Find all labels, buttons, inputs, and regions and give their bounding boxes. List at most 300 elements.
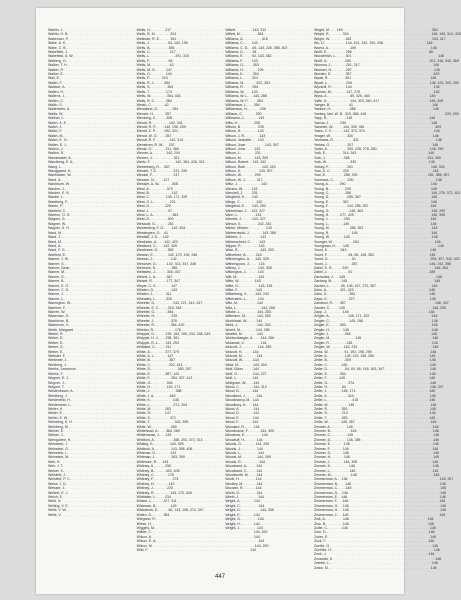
entry-name: Woodbury, H.	[225, 402, 247, 407]
entry-pages: 205	[257, 67, 264, 72]
entry-pages: 146	[429, 362, 436, 367]
entry-pages: 146	[432, 543, 438, 548]
entry-name: Wilson, S.	[225, 169, 242, 173]
entry-pages: 290	[343, 217, 350, 222]
entry-pages: 146, 309	[429, 98, 444, 103]
entry-name: Wright, C.	[225, 503, 241, 508]
entry-name: Woodrow, E.	[225, 433, 246, 438]
entry-name: Washburn, B.	[48, 318, 70, 323]
entry-pages: 146	[434, 279, 441, 284]
entry-pages: 286	[345, 50, 352, 55]
entry-pages: 142, 405	[163, 243, 177, 248]
entry-name: Whittaker, L.	[136, 495, 157, 500]
entry-name: Weber, D.	[48, 336, 64, 341]
entry-pages: 144	[254, 534, 260, 539]
entry-pages: 146	[342, 490, 348, 495]
entry-pages: 145	[355, 336, 362, 341]
entry-pages: 146	[432, 459, 439, 464]
entry-pages: 146	[429, 406, 436, 411]
entry-name: Whitman, G.	[136, 451, 157, 455]
entry-pages: 146	[432, 446, 439, 451]
entry-name: Wright, W.	[313, 36, 331, 41]
entry-name: Zimmer, K.	[313, 464, 331, 469]
entry-pages: 144, 266	[260, 336, 275, 341]
entry-pages: 311	[165, 292, 172, 297]
entry-name: Wilson, L.	[225, 151, 241, 156]
entry-pages: 143, 170, 426	[170, 490, 192, 495]
entry-pages: 308	[171, 182, 178, 187]
entry-name: Williams, A.	[225, 36, 244, 41]
entry-name: Wallace, A.	[48, 85, 66, 90]
entry-name: Wahlin, H. B.	[48, 32, 69, 37]
entry-name: Young, A.	[313, 182, 329, 187]
entry-pages: 65, 320, 400	[350, 94, 370, 99]
entry-name: Weiss, J. D.	[48, 481, 67, 486]
entry-pages: 353	[252, 63, 259, 68]
directory-page	[36, 8, 461, 594]
entry-pages: 301	[345, 54, 352, 59]
entry-name: Westholm, A.	[136, 239, 158, 244]
entry-pages: 201, 316, 343, 369	[429, 58, 459, 63]
entry-name: Wessler, A. W.	[136, 182, 160, 187]
entry-pages: 143	[255, 213, 262, 218]
entry-pages: 306	[166, 116, 173, 121]
entry-pages: 145, 385	[346, 437, 361, 442]
entry-name: Whipple, G.	[136, 332, 155, 337]
entry-pages: 146	[440, 486, 446, 491]
entry-pages: 206	[346, 80, 353, 85]
entry-name: Wettstein, J.	[136, 270, 156, 275]
entry-name: Wallin, S.	[48, 102, 63, 107]
entry-pages: 144, 305	[260, 428, 275, 433]
entry-name: Zurawski, K.	[313, 556, 334, 561]
entry-name: Warner, J. W.	[48, 257, 69, 262]
entry-name: Williams, W.	[225, 89, 245, 94]
entry-pages: 143	[256, 199, 262, 204]
entry-name: Youmans, C.	[313, 177, 334, 182]
entry-name: Zeller, C.	[313, 362, 328, 367]
entry-pages: 146	[438, 54, 445, 59]
entry-name: Washburn, W.	[48, 182, 70, 187]
entry-pages: 142, 364, 426, 321	[175, 160, 205, 165]
entry-pages: 146	[341, 477, 348, 482]
entry-pages: 143, 308	[258, 265, 272, 270]
entry-name: Wang, L.	[48, 164, 62, 169]
entry-pages: 146	[432, 345, 439, 350]
entry-pages: 65, 145, 167, 270, 357	[340, 283, 376, 288]
entry-pages: 145	[343, 327, 349, 332]
entry-pages: 343, 417	[432, 36, 446, 41]
entry-pages: 367	[163, 164, 170, 169]
entry-pages: 143, 358, 406	[170, 446, 193, 451]
entry-pages: 143	[258, 243, 265, 248]
entry-name: Warner, Dean	[48, 265, 70, 270]
entry-pages: 220	[343, 169, 349, 173]
entry-name: Zeller, W.	[313, 420, 329, 425]
entry-pages: 146	[343, 455, 350, 460]
entry-name: White, K.	[136, 398, 151, 403]
entry-name: Whitney, A.	[136, 464, 155, 469]
entry-name: Zimmer, D.	[313, 437, 332, 442]
entry-pages: 144, 265	[255, 327, 270, 332]
entry-name: Young, C.	[313, 191, 330, 196]
entry-pages: 146	[432, 336, 439, 341]
entry-pages: 146	[429, 376, 436, 381]
entry-pages: 65, 143, 226, 388, 402	[252, 45, 288, 50]
entry-name: Wohl, J.	[225, 323, 238, 328]
entry-pages: 146	[429, 393, 436, 398]
entry-pages: 145	[348, 402, 355, 407]
entry-name: Wuest, A.	[313, 45, 329, 50]
entry-name: Winn, L.	[225, 213, 239, 218]
entry-name: Weyer, C. G.	[136, 283, 157, 288]
entry-pages: 142	[162, 235, 169, 240]
entry-name: Wright, H.	[225, 521, 241, 526]
entry-pages: 146, 169, 314, 425	[431, 32, 461, 37]
entry-pages: 146	[349, 464, 355, 469]
entry-name: Woods, L.	[225, 451, 242, 455]
entry-pages: 146	[433, 89, 440, 94]
entry-name: Wessel, T. E.	[136, 169, 157, 173]
entry-pages: 143	[251, 89, 258, 94]
entry-name: Wheeler, G.	[136, 310, 156, 314]
entry-pages: 91, 192, 198, 259	[344, 349, 372, 354]
entry-name: Warrington, W.	[48, 301, 72, 306]
entry-pages: 145, 234	[343, 345, 358, 350]
entry-name: Wakefield, J.	[48, 50, 68, 55]
entry-name: Wolcott, W.	[225, 358, 243, 363]
entry-pages: 143	[251, 58, 258, 63]
entry-pages: 227, 311	[163, 499, 177, 504]
entry-pages: 264	[344, 332, 351, 337]
entry-name: Wicker, L.	[136, 499, 153, 504]
entry-pages: 271, 304	[173, 402, 188, 407]
entry-pages: 255, 367	[347, 195, 361, 200]
entry-pages: 61	[348, 270, 353, 275]
entry-pages: 146	[432, 428, 439, 433]
entry-name: Warren, W.	[48, 310, 66, 314]
entry-name: Whitney, R.	[136, 490, 155, 495]
entry-name: Wooster, R.	[225, 486, 244, 491]
entry-pages: 387, 143	[165, 371, 179, 376]
entry-name: Wessen, N.	[136, 177, 155, 182]
entry-pages: 146	[432, 142, 439, 147]
entry-name: Walter, E. J.	[48, 142, 67, 147]
entry-pages: 145	[342, 310, 349, 314]
entry-pages: 353	[341, 415, 348, 420]
entry-name: Wells, W.	[136, 94, 152, 99]
entry-name: Weber, E.	[48, 340, 64, 345]
entry-name: Wheeler, E. C.	[136, 305, 160, 310]
entry-name: Zahn, A.	[313, 287, 328, 292]
entry-name: Wyman, M.	[313, 89, 332, 94]
entry-name: Wallner, L.	[48, 116, 65, 121]
entry-name: Walsh, J.	[48, 124, 63, 129]
entry-name: Wohlschlaeger, A.	[225, 336, 254, 341]
entry-name: Wolf, Eldon	[225, 367, 244, 372]
entry-pages: 146	[428, 160, 435, 165]
entry-pages: 65	[429, 50, 433, 55]
entry-name: Wilson, Jeanette	[225, 138, 252, 143]
entry-name: Zeller, S.	[313, 411, 328, 416]
entry-name: Wallens, J.	[48, 94, 65, 99]
entry-name: Witherington, A.	[225, 257, 251, 262]
entry-name: Wochinski, W.	[225, 318, 248, 323]
entry-name: Wendt, W. O.	[136, 133, 158, 138]
entry-name: Warner, J.	[48, 292, 64, 297]
entry-name: Wulff, E.	[313, 50, 328, 55]
entry-name: Yates, C. F.	[313, 129, 332, 134]
entry-pages: 143, 243	[255, 292, 269, 297]
entry-pages: 144	[253, 512, 260, 517]
entry-pages: 202, 414	[168, 362, 183, 367]
entry-pages: 143, 373, 374	[343, 129, 365, 134]
entry-name: Walsh, E. O.	[48, 138, 68, 143]
entry-name: Wunsch, H.	[313, 67, 332, 72]
entry-pages: 146	[429, 358, 436, 363]
entry-name: Yaschek, W.	[313, 124, 334, 129]
entry-name: Wright, D.	[225, 508, 241, 513]
entry-pages: 343, 368, 416	[344, 111, 367, 116]
entry-pages: 146	[429, 94, 436, 99]
entry-pages: 143, 307	[265, 142, 279, 147]
entry-pages: 143, 327	[252, 217, 266, 222]
entry-pages: 391	[170, 36, 177, 41]
entry-pages: 145, 363	[349, 208, 363, 213]
entry-name: Young, F.	[313, 204, 329, 209]
entry-pages: 127	[163, 177, 170, 182]
entry-name: Yaeger, B.	[313, 102, 331, 107]
entry-pages: 293, 307, 342, 400	[430, 257, 460, 262]
entry-name: Zajac, E.	[313, 296, 328, 301]
entry-pages: 143	[165, 433, 172, 438]
entry-name: Whalen, J.	[136, 292, 154, 297]
entry-pages: 143	[171, 287, 177, 292]
entry-pages: 311	[353, 138, 359, 143]
entry-name: Wetzel, L. A.	[136, 274, 157, 279]
entry-pages: 61	[352, 257, 356, 262]
entry-name: Winge, C.	[225, 199, 241, 204]
entry-name: Wood, E.	[225, 415, 240, 420]
entry-pages: 146	[433, 473, 440, 478]
entry-name: Young, W.	[313, 235, 330, 240]
entry-pages: 144	[255, 486, 262, 491]
entry-pages: 146	[429, 371, 436, 376]
entry-name: Zimmer, G.	[313, 451, 332, 455]
entry-name: Williams, L.	[225, 76, 244, 81]
entry-name: Weber, G.	[48, 345, 64, 350]
entry-name: Wanggaard, H.	[48, 169, 72, 173]
entry-pages: 364, 420	[170, 323, 185, 328]
entry-pages: 146	[440, 490, 446, 495]
entry-pages: 231, 239	[173, 169, 188, 173]
entry-name: Woodruff, H.	[225, 437, 245, 442]
entry-name: Wright, A.	[225, 499, 241, 504]
entry-name: Wells, V.	[48, 512, 62, 517]
entry-name: Woehl, M.	[225, 327, 242, 332]
entry-pages: 143, 405	[169, 442, 184, 447]
entry-pages: 146	[435, 556, 442, 561]
entry-name: Zimmer, L.	[313, 468, 331, 473]
entry-pages: 183, 399	[171, 455, 185, 460]
entry-pages: 143	[252, 195, 258, 200]
entry-name: Wenzel, H.	[136, 111, 154, 116]
entry-pages: 274	[172, 477, 179, 482]
entry-pages: 142, 404	[171, 226, 186, 231]
entry-pages: 146	[433, 455, 439, 460]
entry-pages: 144	[260, 340, 267, 345]
entry-name: Wetmore, S.	[136, 265, 157, 270]
entry-name: Wells, M. G.	[136, 67, 156, 72]
entry-name: Wellman, R. E.	[136, 36, 160, 41]
entry-pages: 54, 60, 65, 145, 263, 347	[345, 367, 385, 372]
entry-name: Whelan, R.	[136, 327, 154, 332]
entry-name: Wickman, B.	[136, 503, 157, 508]
entry-pages: 144, 227	[252, 371, 267, 376]
entry-name: Wilson, Robert	[225, 160, 249, 165]
entry-name: Wheeler, R.	[136, 323, 155, 328]
entry-name: Young, M.	[313, 226, 330, 231]
entry-pages: 402, 405	[165, 468, 180, 473]
entry-pages: 146	[431, 235, 438, 240]
entry-name: Woodworth, M.	[225, 473, 249, 478]
entry-pages: 144	[165, 72, 172, 77]
entry-name: Walsh, F.	[48, 129, 63, 134]
entry-name: Zeller, A.	[313, 354, 328, 359]
entry-pages: 174	[166, 89, 172, 94]
entry-name: Weidberg, J.	[48, 393, 68, 398]
index-columns	[48, 28, 461, 570]
entry-pages: 146	[428, 310, 435, 314]
entry-name: Wandberg, E. A.	[48, 160, 74, 165]
entry-pages: 144	[257, 517, 264, 522]
entry-name: Wall, E.	[48, 76, 60, 81]
entry-name: Welsh, C.	[136, 102, 152, 107]
entry-name: Youngman, H.	[313, 243, 337, 248]
entry-pages: 146	[429, 367, 436, 372]
entry-pages: 421, 423	[339, 287, 354, 292]
entry-name: Ward, F. G.	[48, 248, 66, 253]
entry-name: Wilson, Ruth	[225, 164, 246, 169]
entry-pages: 201	[251, 191, 258, 196]
entry-pages: 146	[433, 437, 439, 442]
entry-name: White, T.	[136, 420, 151, 425]
entry-name: Yount, G.	[313, 257, 329, 262]
entry-name: Zeigler, R.	[313, 340, 330, 345]
entry-pages: 146	[426, 41, 433, 46]
entry-pages: 146	[429, 116, 436, 121]
entry-pages: 283	[165, 406, 171, 411]
entry-pages: 229	[345, 186, 351, 191]
entry-pages: 144	[252, 402, 259, 407]
entry-name: Wells, V. W.	[48, 508, 67, 513]
entry-name: Weisfeld, P. C.	[48, 477, 71, 482]
entry-name: Wilson, J. R.	[225, 133, 245, 138]
entry-pages: 143, 327	[251, 208, 265, 213]
entry-pages: 143, 203	[260, 248, 274, 253]
entry-pages: 416	[261, 36, 268, 41]
entry-pages: 210	[341, 411, 348, 416]
entry-name: Woelfel, M.	[225, 332, 243, 337]
entry-name: Yerkes, G.	[313, 142, 331, 147]
entry-pages: 146	[341, 495, 348, 500]
entry-pages: 146	[440, 508, 446, 513]
entry-pages: 205	[254, 120, 260, 125]
entry-pages: 261	[347, 164, 353, 169]
entry-pages: 388	[175, 389, 182, 394]
entry-name: Yeomans, R.	[313, 138, 334, 143]
entry-pages: 143	[258, 274, 265, 279]
entry-pages: 144	[255, 477, 262, 482]
entry-pages: 250	[345, 58, 351, 63]
entry-pages: 145, 171	[341, 389, 356, 394]
entry-name: Young, E.	[313, 199, 330, 204]
entry-pages: 220	[167, 486, 173, 491]
entry-name: Woods, J.	[225, 446, 241, 451]
entry-pages: 261	[167, 221, 174, 226]
entry-name: Walton, R.	[48, 151, 65, 156]
entry-pages: 144	[253, 380, 260, 385]
entry-name: West, A.	[136, 186, 150, 191]
entry-pages: 227	[348, 296, 355, 301]
entry-pages: 146	[342, 503, 349, 508]
entry-name: West, G. L.	[136, 199, 155, 204]
entry-pages: 144	[256, 318, 263, 323]
entry-pages: 146, 347	[435, 301, 449, 306]
entry-pages: 147	[173, 173, 180, 178]
entry-name: Wilson, B.	[225, 124, 242, 129]
entry-name: Wright, G.	[225, 517, 242, 522]
entry-pages: 144	[252, 415, 259, 420]
entry-name: Worth, J.	[225, 495, 240, 500]
entry-pages: 146	[430, 565, 437, 570]
entry-name: Younger, W.	[313, 239, 333, 244]
entry-pages: 217	[165, 28, 172, 32]
entry-pages: 146	[431, 226, 438, 231]
entry-pages: 146	[428, 552, 435, 557]
entry-pages: 163	[345, 36, 352, 41]
entry-name: Weiner, J.	[48, 433, 64, 438]
entry-pages: 144, 283	[257, 345, 272, 350]
entry-pages: 146, 305	[343, 459, 358, 464]
entry-name: Wyatt, R.	[313, 76, 329, 81]
entry-pages: 143	[255, 287, 262, 292]
entry-pages: 144, 230	[254, 543, 269, 548]
entry-name: Walker, R.	[48, 67, 65, 72]
entry-pages: 143, 288	[253, 94, 267, 99]
entry-pages: 146	[430, 402, 437, 407]
entry-pages: 146	[435, 177, 442, 182]
entry-name: Wakeman, P.	[48, 36, 69, 41]
entry-pages: 144, 305, 381	[343, 124, 365, 129]
entry-pages: 146	[342, 525, 348, 530]
entry-pages: 288	[349, 107, 356, 112]
entry-name: Weinberg, S. H.	[48, 420, 73, 425]
entry-name: Waseman, G.	[48, 314, 70, 319]
entry-name: Wunderlich, L.	[313, 54, 337, 59]
entry-name: Wilcox, A.	[136, 534, 153, 539]
entry-name: Wareon, O. G.	[48, 213, 71, 218]
entry-name: Webb, Margaret	[48, 327, 74, 332]
entry-pages: 64, 143, 198, 274, 347	[168, 508, 204, 513]
entry-name: Ward, J.	[48, 235, 61, 240]
entry-name: Whalen, D.	[136, 287, 154, 292]
entry-pages: 146	[439, 512, 446, 517]
entry-name: Wells, R. C.	[136, 98, 156, 103]
entry-pages: 146	[431, 186, 437, 191]
entry-name: Zweifel, L.	[313, 561, 330, 566]
entry-name: Whitmore, R.	[136, 459, 158, 464]
